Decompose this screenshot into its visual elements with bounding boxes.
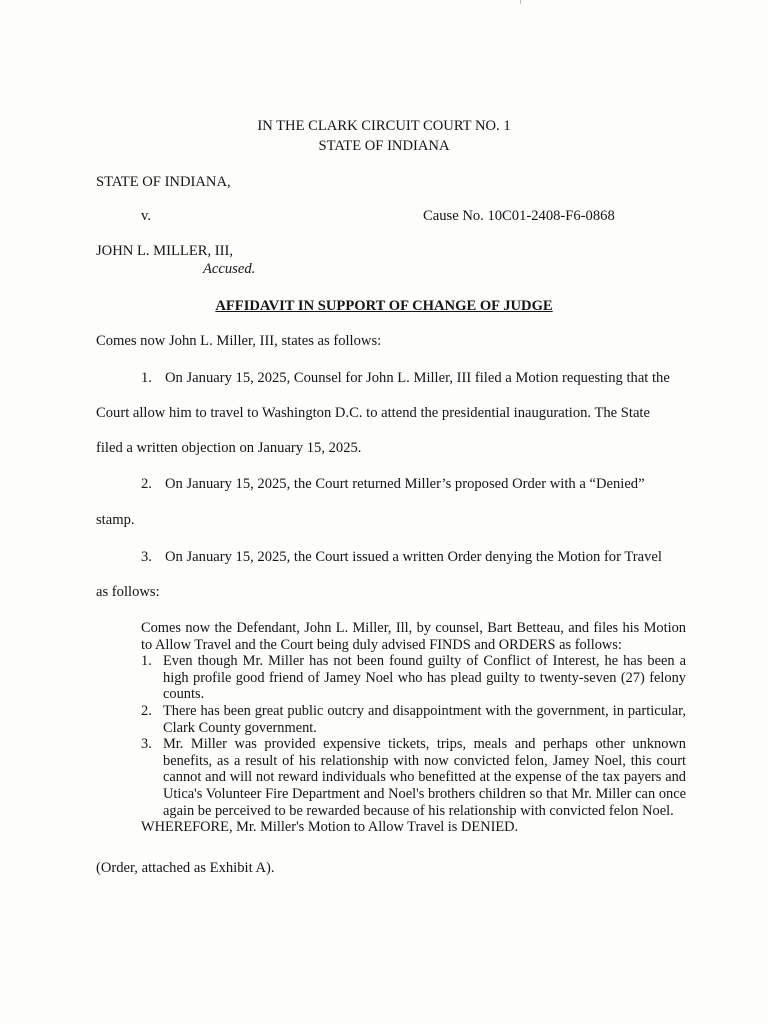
court-caption [0, 116, 768, 156]
paragraph-1-line-1 [96, 370, 686, 388]
paragraph-1-line-3: filed a written objection on January 15, 2025. [96, 440, 362, 456]
paragraph-number: 2. [141, 476, 152, 492]
defendant-name: JOHN L. MILLER, III, [96, 243, 233, 259]
paragraph-3-line-1 [96, 549, 686, 567]
document-heading: AFFIDAVIT IN SUPPORT OF CHANGE OF JUDGE [215, 298, 553, 314]
paragraph-number: 1. [141, 370, 152, 386]
paragraph-number: 3. [141, 549, 152, 565]
finding-text: Mr. Miller was provided expensive tickets, trips, meals and perhaps other unknown benefits, as a result of his relationship with now convicted felon, Jamey Noel, this court cannot and will not reward individuals who benefitted at the expense of the tax payers and Utica's Volunteer Fire Department and Noel's brothers children so that Mr. Miller can once again be perceived to be rewarded because of his relationship with convicted felon Noel. [163, 736, 686, 819]
versus-label: v. [141, 208, 151, 224]
finding-item [141, 653, 686, 703]
scan-mark [520, 0, 521, 4]
finding-number: 3. [141, 736, 152, 753]
paragraph-3-line-2: as follows: [96, 584, 160, 600]
paragraph-2-line-1 [96, 476, 686, 494]
finding-text: There has been great public outcry and disappointment with the government, in particular, Clark County government. [163, 702, 686, 736]
quote-opening: Comes now the Defendant, John L. Miller, Ill, by counsel, Bart Betteau, and files his Motion to Allow Travel and the Court being duly advised FINDS and ORDERS as follows: [141, 620, 686, 653]
quoted-order [141, 620, 686, 836]
finding-number: 2. [141, 702, 152, 719]
defendant-role: Accused. [203, 261, 256, 277]
paragraph-text: On January 15, 2025, Counsel for John L. Miller, III filed a Motion requesting that the [165, 370, 670, 386]
court-name: IN THE CLARK CIRCUIT COURT NO. 1 [257, 118, 511, 134]
paragraph-text: On January 15, 2025, the Court returned Miller’s proposed Order with a “Denied” [165, 476, 645, 492]
finding-number: 1. [141, 653, 152, 670]
findings-list [141, 653, 686, 819]
closing-reference: (Order, attached as Exhibit A). [96, 860, 275, 876]
paragraph-text: On January 15, 2025, the Court issued a written Order denying the Motion for Travel [165, 549, 662, 565]
intro-statement: Comes now John L. Miller, III, states as follows: [96, 333, 382, 349]
paragraph-2-line-2: stamp. [96, 512, 135, 528]
wherefore-clause: WHEREFORE, Mr. Miller's Motion to Allow Travel is DENIED. [141, 819, 519, 836]
court-state: STATE OF INDIANA [318, 138, 450, 154]
plaintiff-name: STATE OF INDIANA, [96, 174, 231, 190]
paragraph-1-line-2: Court allow him to travel to Washington D.C. to attend the presidential inauguration. The State [96, 405, 650, 421]
finding-text: Even though Mr. Miller has not been found guilty of Conflict of Interest, he has been a high profile good friend of Jamey Noel who has plead guilty to twenty-seven (27) felony counts. [163, 653, 686, 703]
finding-item [141, 703, 686, 736]
finding-item [141, 736, 686, 819]
cause-number: Cause No. 10C01-2408-F6-0868 [423, 208, 615, 224]
